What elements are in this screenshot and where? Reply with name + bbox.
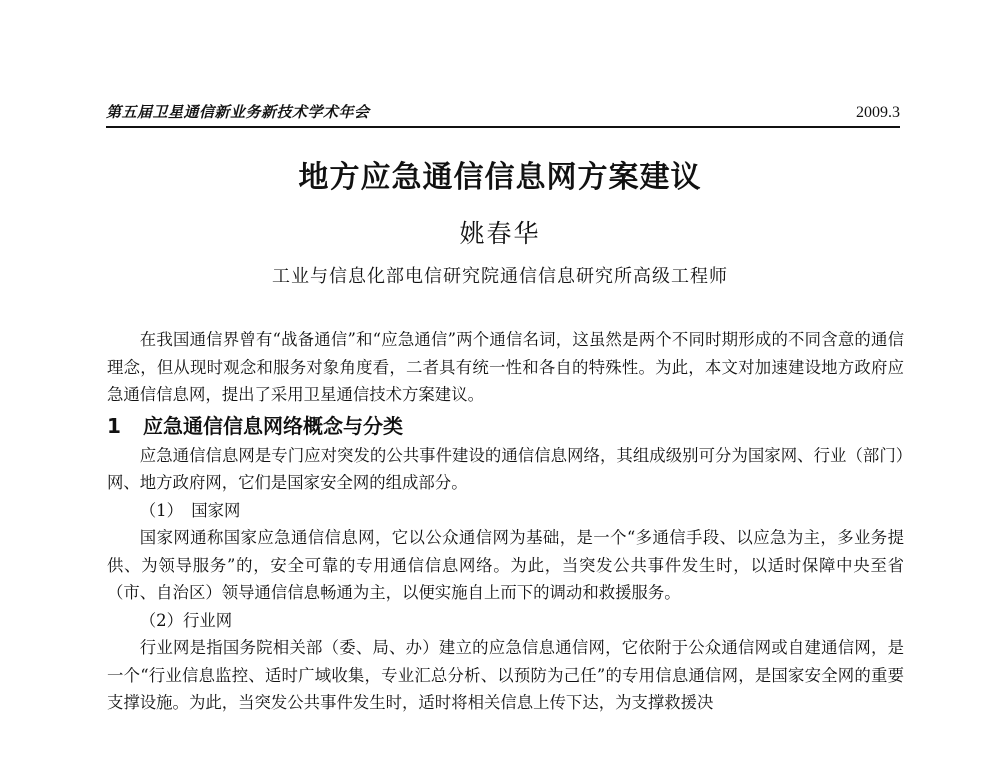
subsection-heading-national: （1） 国家网 [139,500,241,520]
intro-paragraph: 在我国通信界曾有“战备通信”和“应急通信”两个通信名词，这虽然是两个不同时期形成的不同含意的通信理念，但从现时观念和服务对象角度看，二者具有统一性和各自的特殊性。为此，本文对加速建设地方政府应急通信信息网，提出了采用卫星通信技术方案建议。 [107,330,904,404]
subsection-heading-industry: （2）行业网 [139,610,233,630]
author-affiliation: 工业与信息化部电信研究院通信信息研究所高级工程师 [272,266,728,287]
publication-date: 2009.3 [856,104,900,121]
section-paragraph: 应急通信信息网是专门应对突发的公共事件建设的通信信息网络，其组成级别可分为国家网、行业（部门）网、地方政府网，它们是国家安全网的组成部分。 [107,445,904,492]
paper-title: 地方应急通信信息网方案建议 [298,160,702,195]
section-heading [107,410,904,442]
industry-network-paragraph: 行业网是指国务院相关部（委、局、办）建立的应急信息通信网，它依附于公众通信网或自建通信网，是一个“行业信息监控、适时广域收集，专业汇总分析、以预防为己任”的专用信息通信网，是国家安全网的重要支撑设施。为此，当突发公共事件发生时，适时将相关信息上传下达，为支撑救援决 [107,638,904,712]
section-title: 应急通信信息网络概念与分类 [143,413,403,438]
section-number: 1 [107,413,121,438]
national-network-paragraph: 国家网通称国家应急通信信息网，它以公众通信网为基础，是一个“多通信手段、以应急为主，多业务提供、为领导服务”的，安全可靠的专用通信信息网络。为此，当突发公共事件发生时，以适时保障中央至省（市、自治区）领导通信信息畅通为主，以便实施自上而下的调动和救援服务。 [107,528,904,602]
author-name: 姚春华 [459,219,541,248]
conference-name: 第五届卫星通信新业务新技术学术年会 [106,103,370,121]
running-header [106,98,900,128]
paper-body [107,326,904,717]
